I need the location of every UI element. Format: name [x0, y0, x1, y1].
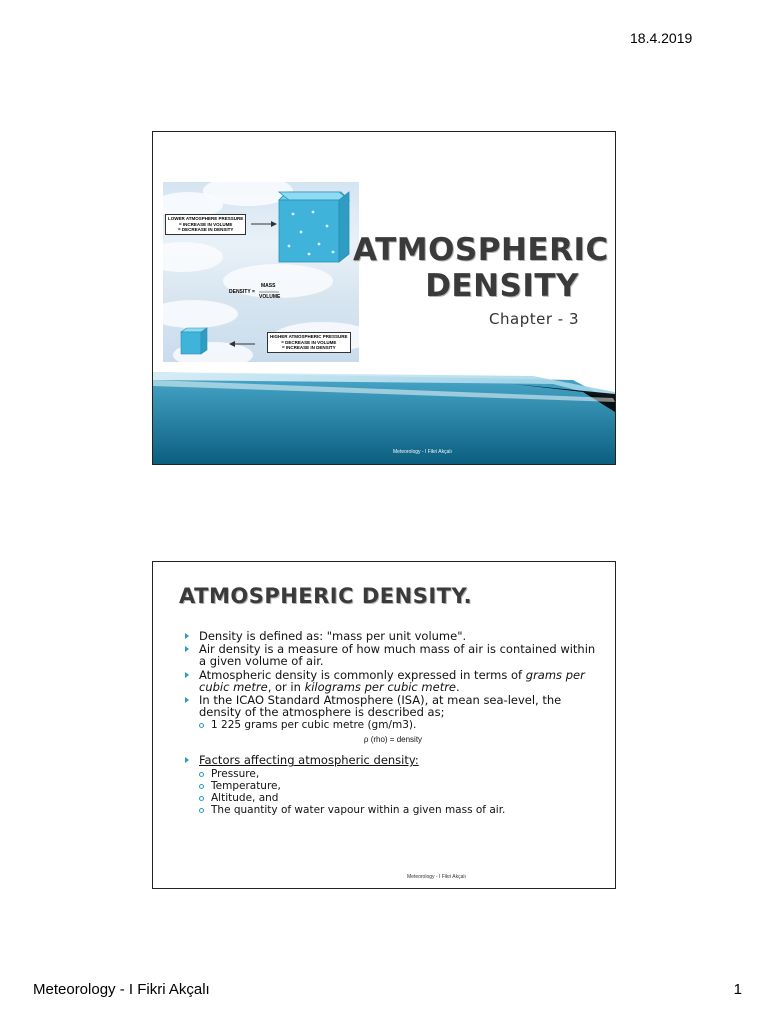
bullet-arrow-icon — [185, 646, 189, 652]
bullet-arrow-icon — [185, 672, 189, 678]
list-item: Air density is a measure of how much mass of air is contained within a given volume of air. — [183, 643, 603, 667]
sub-list-item: The quantity of water vapour within a given mass of air. — [183, 804, 603, 816]
density-illustration — [163, 182, 359, 362]
sub-list-item: 1 225 grams per cubic metre (gm/m3). — [183, 719, 603, 731]
bullet-circle-icon — [199, 808, 204, 813]
bullet-circle-icon — [199, 772, 204, 777]
arrow-right-icon — [251, 221, 277, 227]
sub-list-item: Pressure, — [183, 768, 603, 780]
higher-pressure-label: HIGHER ATMOSPHERIC PRESSURE = DECREASE IN VOLUME = INCREASE IN DENSITY — [267, 332, 351, 353]
bullet-circle-icon — [199, 723, 204, 728]
large-cube-icon — [279, 192, 349, 262]
list-item: Atmospheric density is commonly expressed in terms of grams per cubic metre, or in kilograms per cubic metre. — [183, 669, 603, 693]
bullet-circle-icon — [199, 784, 204, 789]
slide-1-footer: Meteorology - I Fikri Akçalı — [393, 449, 452, 455]
volume-label: VOLUME — [259, 294, 281, 300]
slide-2 — [152, 561, 616, 889]
sub-list-item: Temperature, — [183, 780, 603, 792]
sub-list-item: Altitude, and — [183, 792, 603, 804]
slide-1 — [152, 131, 616, 465]
slide-2-title: ATMOSPHERIC DENSITY. — [179, 584, 473, 608]
density-formula-label: DENSITY = — [229, 289, 255, 295]
small-cube-icon — [181, 328, 207, 354]
slide-2-body — [183, 630, 603, 816]
slide-1-title: ATMOSPHERIC DENSITY — [353, 232, 609, 304]
page-date: 18.4.2019 — [630, 30, 693, 46]
mass-label: MASS — [261, 283, 276, 289]
list-item: Density is defined as: "mass per unit volume". — [183, 630, 603, 642]
list-item: In the ICAO Standard Atmosphere (ISA), at mean sea-level, the density of the atmosphere is described as; — [183, 694, 603, 718]
arrow-left-icon — [229, 341, 255, 347]
bullet-circle-icon — [199, 796, 204, 801]
bullet-arrow-icon — [185, 697, 189, 703]
slide-1-subtitle: Chapter - 3 — [489, 310, 579, 328]
bullet-arrow-icon — [185, 633, 189, 639]
lower-pressure-label: LOWER ATMOSPHERE PRESSURE = INCREASE IN VOLUME = DECREASE IN DENSITY — [165, 214, 246, 235]
slide-1-decorative-band — [153, 372, 615, 464]
bullet-arrow-icon — [185, 757, 189, 763]
rho-definition: ρ (rho) = density — [363, 735, 423, 745]
list-item: Factors affecting atmospheric density: — [183, 754, 603, 766]
page-footer-author: Meteorology - I Fikri Akçalı — [33, 981, 210, 998]
page-number: 1 — [733, 981, 742, 998]
slide-2-footer: Meteorology - I Fikri Akçalı — [407, 874, 466, 880]
